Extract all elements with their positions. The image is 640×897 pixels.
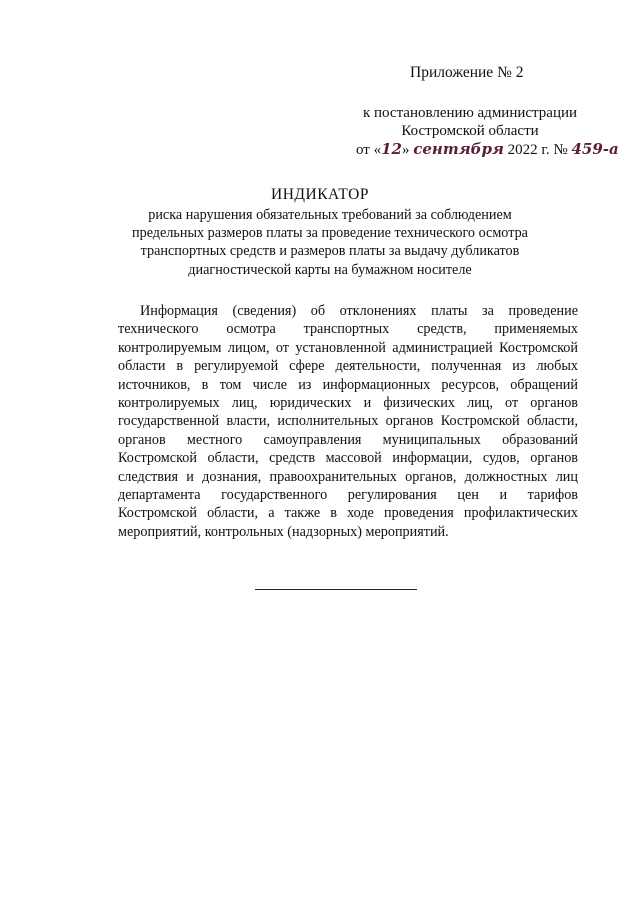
body-line: области в регулируемой сфере деятельности, полученная из любых <box>118 358 578 375</box>
resolution-line-2: Костромской области <box>401 123 539 139</box>
body-line: источников, в том числе из информационных ресурсов, обращений <box>118 376 578 393</box>
body-line: контролируемых лиц, юридических и физических лиц, от органов <box>118 394 578 411</box>
body-line: органов местного самоуправления муниципальных образований <box>118 431 578 448</box>
date-prefix: от « <box>356 142 382 158</box>
date-mid: » <box>401 142 414 158</box>
body-line: Информация (сведения) об отклонениях платы за проведение <box>140 303 578 319</box>
document-subtitle <box>120 206 540 279</box>
resolution-date-line <box>356 140 619 159</box>
body-line: следствия и дознания, правоохранительных органов, должностных лиц <box>118 468 578 485</box>
date-year: 2022 г. № <box>503 142 572 158</box>
body-line: государственной власти, исполнительных органов Костромской области, <box>118 413 578 430</box>
body-line: технического осмотра транспортных средств, применяемых <box>118 321 578 338</box>
body-line: контролируемым лицом, от установленной администрацией Костромской <box>118 339 578 356</box>
date-day-handwritten: 12 <box>381 140 402 158</box>
body-line: Костромской области, средств массовой информации, судов, органов <box>118 450 578 467</box>
body-line: департамента государственного регулирования цен и тарифов <box>118 486 578 503</box>
document-title: ИНДИКАТОР <box>271 186 369 203</box>
body-paragraph <box>118 302 578 541</box>
end-divider <box>255 589 417 590</box>
subtitle-line: транспортных средств и размеров платы за выдачу дубликатов <box>140 243 520 260</box>
document-number-handwritten: 459-а <box>571 140 619 158</box>
date-month-handwritten: сентября <box>413 140 504 158</box>
subtitle-line: предельных размеров платы за проведение технического осмотра <box>132 225 528 242</box>
appendix-label: Приложение № 2 <box>410 64 524 81</box>
body-line: мероприятий, контрольных (надзорных) мероприятий. <box>118 523 449 540</box>
subtitle-line: диагностической карты на бумажном носителе <box>188 261 472 278</box>
subtitle-line: риска нарушения обязательных требований за соблюдением <box>148 207 512 223</box>
body-line: Костромской области, а также в ходе проведения профилактических <box>118 505 578 522</box>
resolution-line-1: к постановлению администрации <box>362 105 578 121</box>
resolution-reference <box>350 104 619 159</box>
